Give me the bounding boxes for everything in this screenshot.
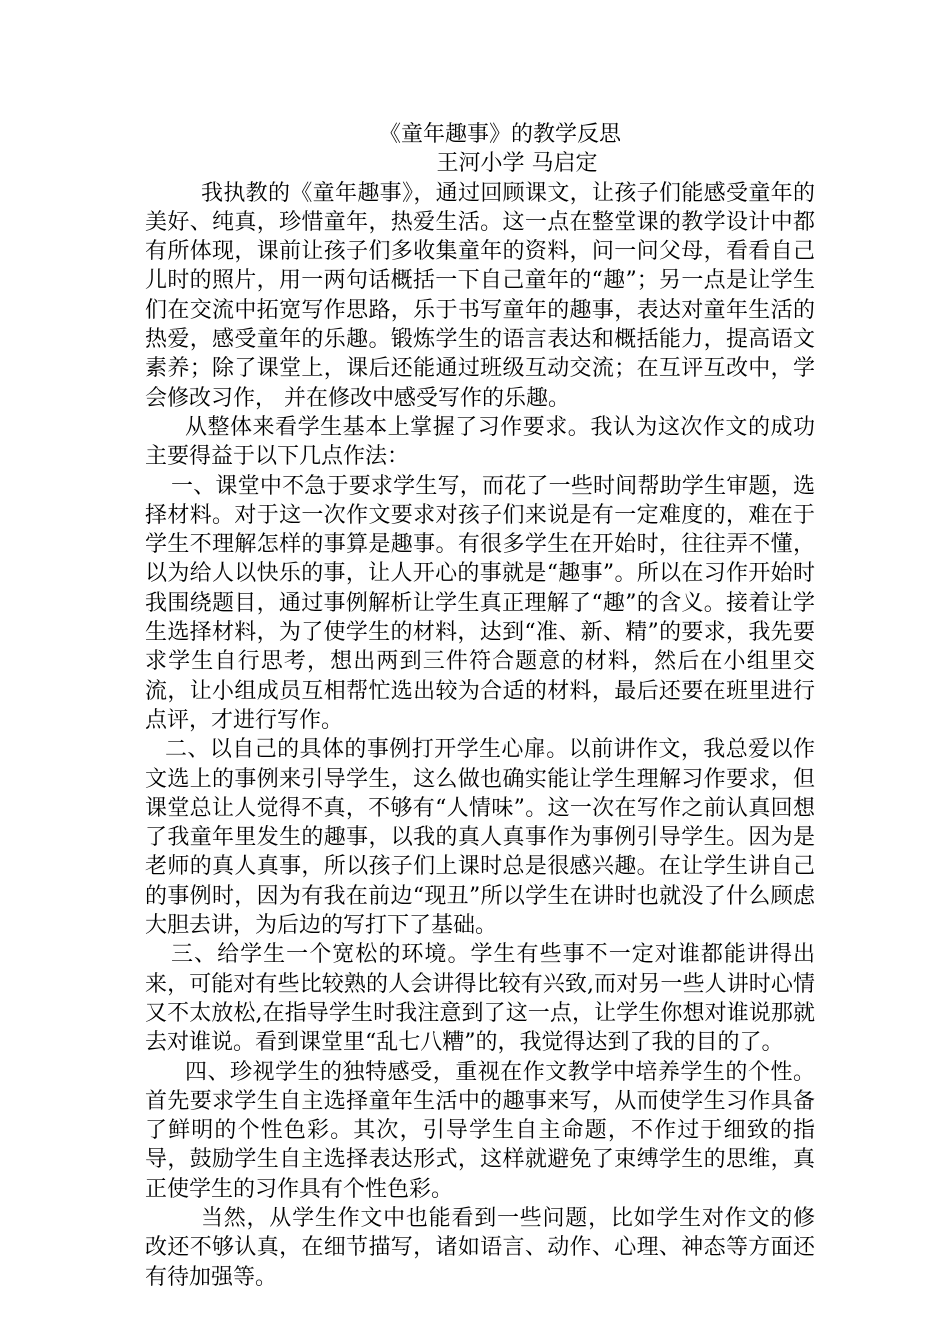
paragraph-overview: 从整体来看学生基本上掌握了习作要求。我认为这次作文的成功主要得益于以下几点作法： xyxy=(145,414,815,470)
paragraph-conclusion: 当然，从学生作文中也能看到一些问题，比如学生对作文的修改还不够认真，在细节描写，诸如语言、动作、心理、神态等方面还有待加强等。 xyxy=(145,1205,815,1290)
paragraph-intro: 我执教的《童年趣事》，通过回顾课文，让孩子们能感受童年的美好、纯真，珍惜童年，热爱生活。这一点在整堂课的教学设计中都有所体现，课前让孩子们多收集童年的资料，问一问父母，看看自己儿时的照片，用一两句话概括一下自己童年的“趣”；另一点是让学生们在交流中拓宽写作思路，乐于书写童年的趣事，表达对童年生活的热爱，感受童年的乐趣。锻炼学生的语言表达和概括能力，提高语文素养；除了课堂上，课后还能通过班级互动交流；在互评互改中，学会修改习作， 并在修改中感受写作的乐趣。 xyxy=(145,180,815,411)
document-page xyxy=(145,120,815,1292)
paragraph-point-four: 四、珍视学生的独特感受，重视在作文教学中培养学生的个性。首先要求学生自主选择童年生活中的趣事来写，从而使学生习作具备了鲜明的个性色彩。其次，引导学生自主命题，不作过于细致的指导，鼓励学生自主选择表达形式，这样就避免了束缚学生的思维，真正使学生的习作具有个性色彩。 xyxy=(145,1059,815,1202)
document-title: 《童年趣事》的教学反思 xyxy=(378,122,621,147)
paragraph-point-two: 二、以自己的具体的事例打开学生心扉。以前讲作文，我总爱以作文选上的事例来引导学生，这么做也确实能让学生理解习作要求，但课堂总让人觉得不真，不够有“人情味”。这一次在写作之前认真回想了我童年里发生的趣事，以我的真人真事作为事例引导学生。因为是老师的真人真事，所以孩子们上课时总是很感兴趣。在让学生讲自己的事例时，因为有我在前边“现丑”所以学生在讲时也就没了什么顾虑大胆去讲，为后边的写打下了基础。 xyxy=(145,737,815,939)
document-author: 王河小学 马启定 xyxy=(436,151,598,177)
paragraph-point-one: 一、课堂中不急于要求学生写，而花了一些时间帮助学生审题，选择材料。对于这一次作文要求对孩子们来说是有一定难度的，难在于学生不理解怎样的事算是趣事。有很多学生在开始时，往往弄不懂，以为给人以快乐的事，让人开心的事就是“趣事”。所以在习作开始时我围绕题目，通过事例解析让学生真正理解了“趣”的含义。接着让学生选择材料，为了使学生的材料，达到“准、新、精”的要求，我先要求学生自行思考，想出两到三件符合题意的材料，然后在小组里交流，让小组成员互相帮忙选出较为合适的材料，最后还要在班里进行点评，才进行写作。 xyxy=(145,473,815,733)
paragraph-point-three: 三、给学生一个宽松的环境。学生有些事不一定对谁都能讲得出来，可能对有些比较熟的人会讲得比较有兴致,而对另一些人讲时心情又不太放松,在指导学生时我注意到了这一点，让学生你想对谁说那就去对谁说。看到课堂里“乱七八糟”的，我觉得达到了我的目的了。 xyxy=(145,942,815,1056)
